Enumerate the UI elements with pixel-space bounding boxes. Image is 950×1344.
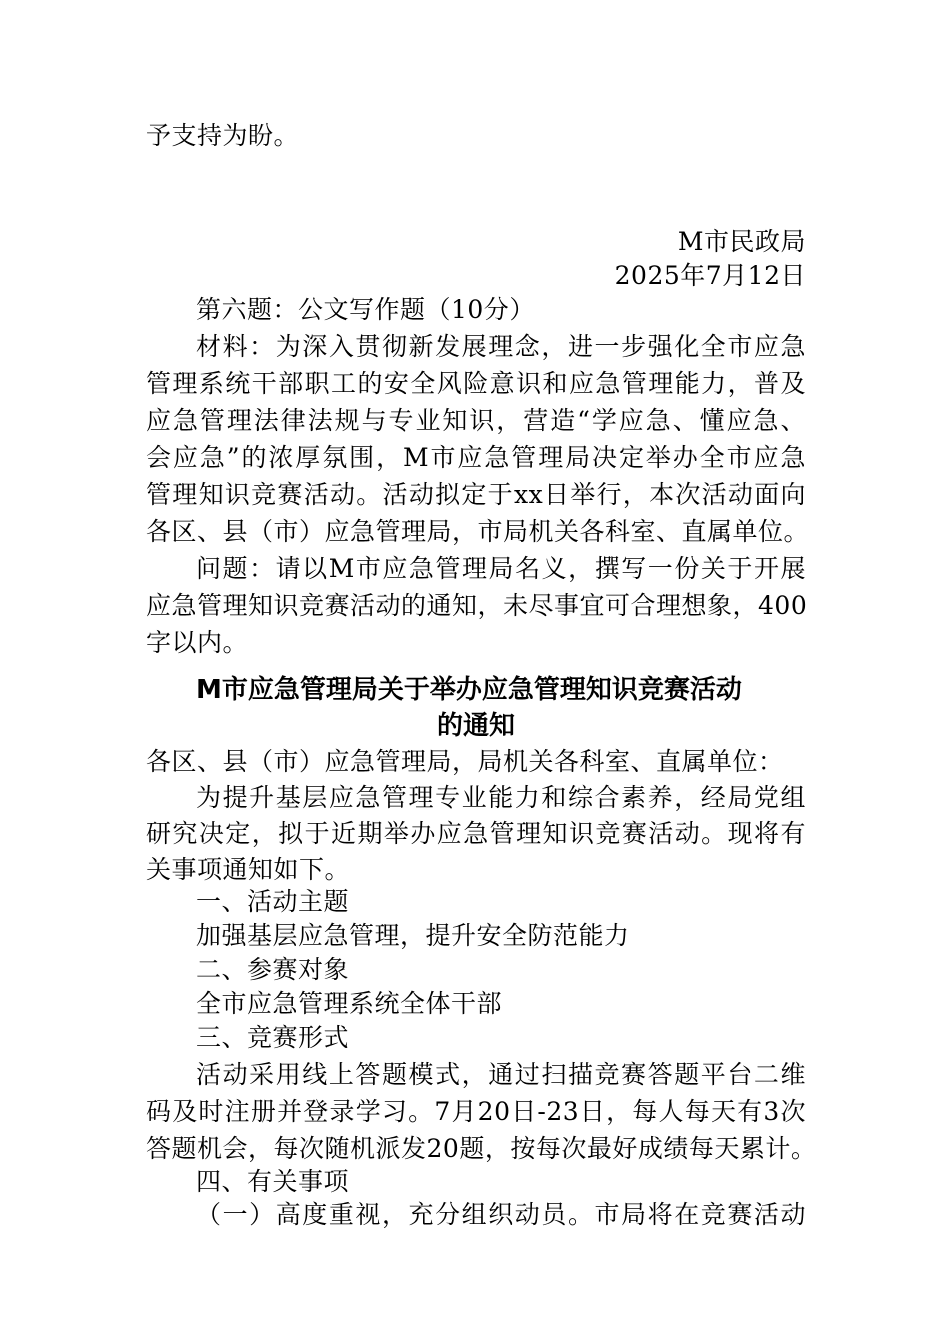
question-line: 问题：请以M市应急管理局名义，撰写一份关于开展 [196, 554, 806, 583]
material-line: 应急管理法律法规与专业知识，营造“学应急、懂应急、 [146, 406, 806, 435]
notice-intro-line: 关事项通知如下。 [146, 855, 351, 884]
signature-org: M市民政局 [677, 227, 806, 256]
section3-body-line: 码及时注册并登录学习。7月20日-23日，每人每天有3次 [146, 1097, 806, 1126]
notice-addressee: 各区、县（市）应急管理局，局机关各科室、直属单位： [146, 747, 784, 776]
previous-letter-ending: 予支持为盼。 [146, 121, 300, 150]
notice-intro-line: 研究决定，拟于近期举办应急管理知识竞赛活动。现将有 [146, 819, 806, 848]
material-line: 各区、县（市）应急管理局，市局机关各科室、直属单位。 [146, 517, 810, 546]
question-line: 字以内。 [146, 628, 249, 657]
material-line: 会应急”的浓厚氛围，M市应急管理局决定举办全市应急 [146, 443, 806, 472]
section2-title: 二、参赛对象 [196, 955, 350, 984]
material-line: 管理系统干部职工的安全风险意识和应急管理能力，普及 [146, 369, 806, 398]
material-line: 管理知识竞赛活动。活动拟定于xx日举行，本次活动面向 [146, 480, 806, 509]
section2-body: 全市应急管理系统全体干部 [196, 989, 503, 1018]
section3-title: 三、竞赛形式 [196, 1023, 350, 1052]
material-line: 材料：为深入贯彻新发展理念，进一步强化全市应急 [196, 332, 806, 361]
question-line: 应急管理知识竞赛活动的通知，未尽事宜可合理想象，400 [146, 591, 808, 620]
question6-heading: 第六题：公文写作题（10分） [196, 295, 535, 324]
notice-intro-line: 为提升基层应急管理专业能力和综合素养，经局党组 [196, 783, 806, 812]
section3-body-line: 活动采用线上答题模式，通过扫描竞赛答题平台二维 [196, 1060, 806, 1089]
section3-body-line: 答题机会，每次随机派发20题，按每次最好成绩每天累计。 [146, 1134, 817, 1163]
notice-title-line2: 的通知 [436, 711, 515, 741]
signature-date: 2025年7月12日 [614, 261, 806, 290]
section4-item1: （一）高度重视，充分组织动员。市局将在竞赛活动 [196, 1200, 806, 1229]
section4-title: 四、有关事项 [196, 1167, 350, 1196]
section1-body: 加强基层应急管理，提升安全防范能力 [196, 921, 630, 950]
notice-title-line1: M市应急管理局关于举办应急管理知识竞赛活动 [196, 675, 742, 705]
section1-title: 一、活动主题 [196, 887, 350, 916]
